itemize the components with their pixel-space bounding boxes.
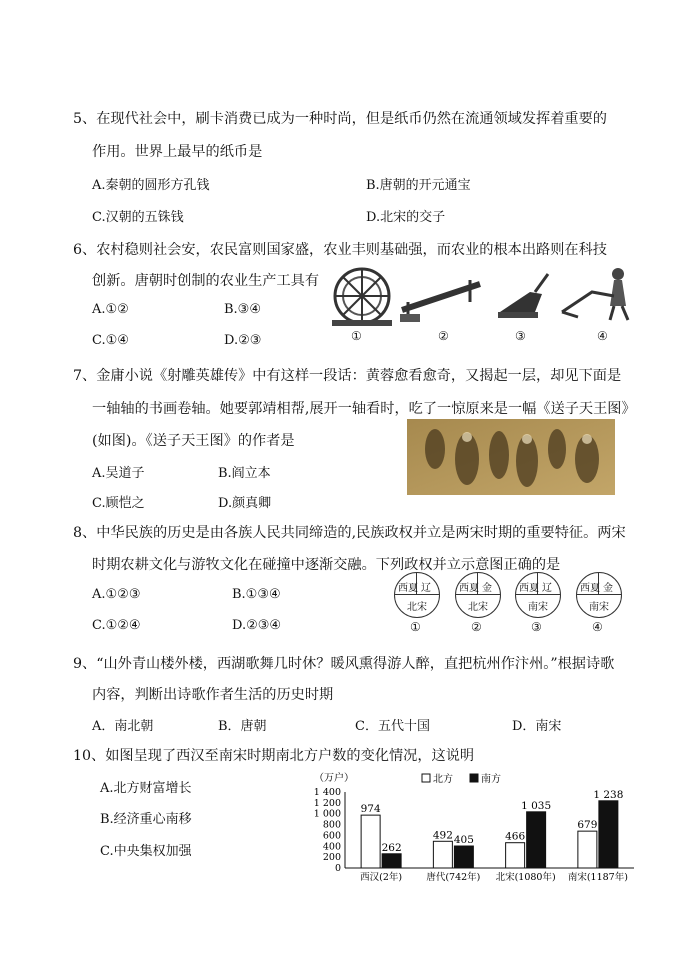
diagram-4-number: ④ [592, 620, 603, 634]
q9-line1: 9、“山外青山楼外楼，西湖歌舞几时休？暖风熏得游人醉，直把杭州作汴州。”根据诗歌 [73, 656, 615, 672]
bar-north [433, 841, 452, 868]
y-tick-label: 1 400 [313, 787, 341, 798]
legend-label: 北方 [433, 774, 453, 785]
waterwheel-image [332, 269, 392, 326]
q10-option-c: C.中央集权加强 [100, 844, 192, 859]
q7-option-d: D.颜真卿 [218, 496, 272, 511]
data-label: 262 [381, 841, 402, 854]
x-tick-label: 南宋(1187年) [567, 872, 628, 883]
q7-option-c: C.顾恺之 [92, 496, 145, 511]
x-tick-label: 北宋(1080年) [495, 872, 556, 883]
diagram-3-bottom: 南宋 [528, 602, 548, 613]
diagram-1-number: ① [410, 620, 421, 634]
diagram-2-left: 西夏 [459, 583, 479, 594]
regime-diagram-1 [394, 572, 440, 618]
q5-option-c: C.汉朝的五铢钱 [92, 210, 184, 225]
painting-image [407, 419, 615, 495]
q7-line2: 一轴轴的书画卷轴。她要郭靖相帮,展开一轴看时，吃了一惊原来是一幅《送子天王图》 [92, 401, 636, 417]
data-label: 974 [360, 803, 381, 816]
bar-south [599, 801, 618, 868]
diagram-2-right: 金 [482, 583, 492, 594]
q6-option-d: D.②③ [224, 333, 262, 348]
q6-option-c: C.①④ [92, 333, 129, 348]
tool-label-2: ② [438, 329, 449, 343]
farm-tools-figure [330, 262, 640, 344]
legend-swatch-north [422, 774, 430, 782]
q9-option-c: C．五代十国 [355, 719, 430, 734]
dragon-bone-pump-image [400, 280, 480, 322]
diagram-3-number: ③ [531, 620, 542, 634]
bar-north [361, 815, 380, 868]
regime-diagram-4 [576, 572, 622, 618]
q8-option-b: B.①③④ [232, 587, 281, 602]
y-tick-label: 1 000 [313, 808, 341, 820]
tool-label-1: ① [351, 329, 362, 343]
y-tick-label: 600 [322, 830, 341, 842]
bar-north [578, 831, 597, 868]
bar-north [506, 843, 525, 868]
tool-label-4: ④ [597, 329, 608, 343]
diagram-2-bottom: 北宋 [468, 602, 488, 613]
bar-south [382, 854, 401, 868]
data-label: 405 [453, 834, 474, 847]
q10-line1: 10、如图呈现了西汉至南宋时期南北方户数的变化情况，这说明 [73, 748, 475, 764]
data-label: 1 238 [593, 788, 624, 801]
q5-option-b: B.唐朝的开元通宝 [366, 178, 471, 193]
legend-label: 南方 [481, 774, 501, 785]
q7-line1: 7、金庸小说《射雕英雄传》中有这样一段话：黄蓉愈看愈奇，又揭起一层，却见下面是 [73, 368, 622, 384]
diagram-3-left: 西夏 [519, 583, 539, 594]
diagram-1-left: 西夏 [398, 583, 418, 594]
diagram-4-left: 西夏 [580, 583, 600, 594]
q7-option-a: A.吴道子 [92, 466, 145, 481]
q8-line2: 时期农耕文化与游牧文化在碰撞中逐渐交融。下列政权并立示意图正确的是 [92, 557, 561, 573]
data-label: 1 035 [521, 799, 552, 812]
y-tick-label: 800 [322, 819, 341, 831]
q5-option-d: D.北宋的交子 [366, 210, 446, 225]
x-tick-label: 唐代(742年) [426, 872, 481, 883]
diagram-1-right: 辽 [421, 583, 431, 594]
legend-swatch-south [470, 774, 478, 782]
q7-option-b: B.阎立本 [218, 466, 271, 481]
diagram-4-right: 金 [603, 583, 613, 594]
y-tick-label: 400 [322, 841, 341, 853]
q8-option-d: D.②③④ [232, 618, 282, 633]
regime-diagram-2 [455, 572, 501, 618]
data-label: 679 [577, 819, 598, 832]
y-tick-label: 0 [334, 863, 341, 874]
q9-line2: 内容，判断出诗歌作者生活的历史时期 [92, 687, 334, 703]
bar-south [527, 812, 546, 868]
q9-option-d: D．南宋 [512, 719, 562, 734]
q10-option-a: A.北方财富增长 [100, 781, 192, 796]
q7-line3: (如图)。《送子天王图》的作者是 [92, 433, 295, 449]
q5-line1: 5、在现代社会中，刷卡消费已成为一种时尚，但是纸币仍然在流通领域发挥着重要的 [73, 111, 607, 127]
curved-plow-image [498, 274, 548, 318]
q6-line1: 6、农村稳则社会安，农民富则国家盛，农业丰则基础强，而农业的根本出路则在科技 [73, 242, 607, 258]
q6-line2: 创新。唐朝时创制的农业生产工具有 [92, 273, 320, 289]
q5-line2: 作用。世界上最早的纸币是 [92, 144, 263, 160]
diagram-2-number: ② [471, 620, 482, 634]
tool-label-3: ③ [515, 329, 526, 343]
q8-option-c: C.①②④ [92, 618, 141, 633]
data-label: 492 [432, 829, 453, 842]
household-bar-chart [300, 770, 640, 886]
q8-line1: 8、中华民族的历史是由各族人民共同缔造的,民族政权并立是两宋时期的重要特征。两宋 [73, 525, 626, 541]
diagram-4-bottom: 南宋 [589, 602, 609, 613]
diagram-3-right: 辽 [542, 583, 552, 594]
diagram-1-bottom: 北宋 [407, 602, 427, 613]
q5-option-a: A.秦朝的圆形方孔钱 [92, 178, 210, 193]
bar-south [454, 846, 473, 868]
q9-option-b: B．唐朝 [218, 719, 267, 734]
data-label: 466 [505, 830, 526, 843]
q10-option-b: B.经济重心南移 [100, 812, 192, 827]
regime-diagram-3 [515, 572, 561, 618]
x-tick-label: 西汉(2年) [360, 872, 403, 883]
y-tick-label: 200 [322, 852, 341, 864]
q8-option-a: A.①②③ [92, 587, 141, 602]
q6-option-a: A.①② [92, 302, 129, 317]
y-axis-label: （万户） [314, 773, 354, 784]
q6-option-b: B.③④ [224, 302, 261, 317]
plowman-image [562, 268, 628, 320]
q9-option-a: A．南北朝 [92, 719, 154, 734]
y-tick-label: 1 200 [313, 797, 341, 809]
